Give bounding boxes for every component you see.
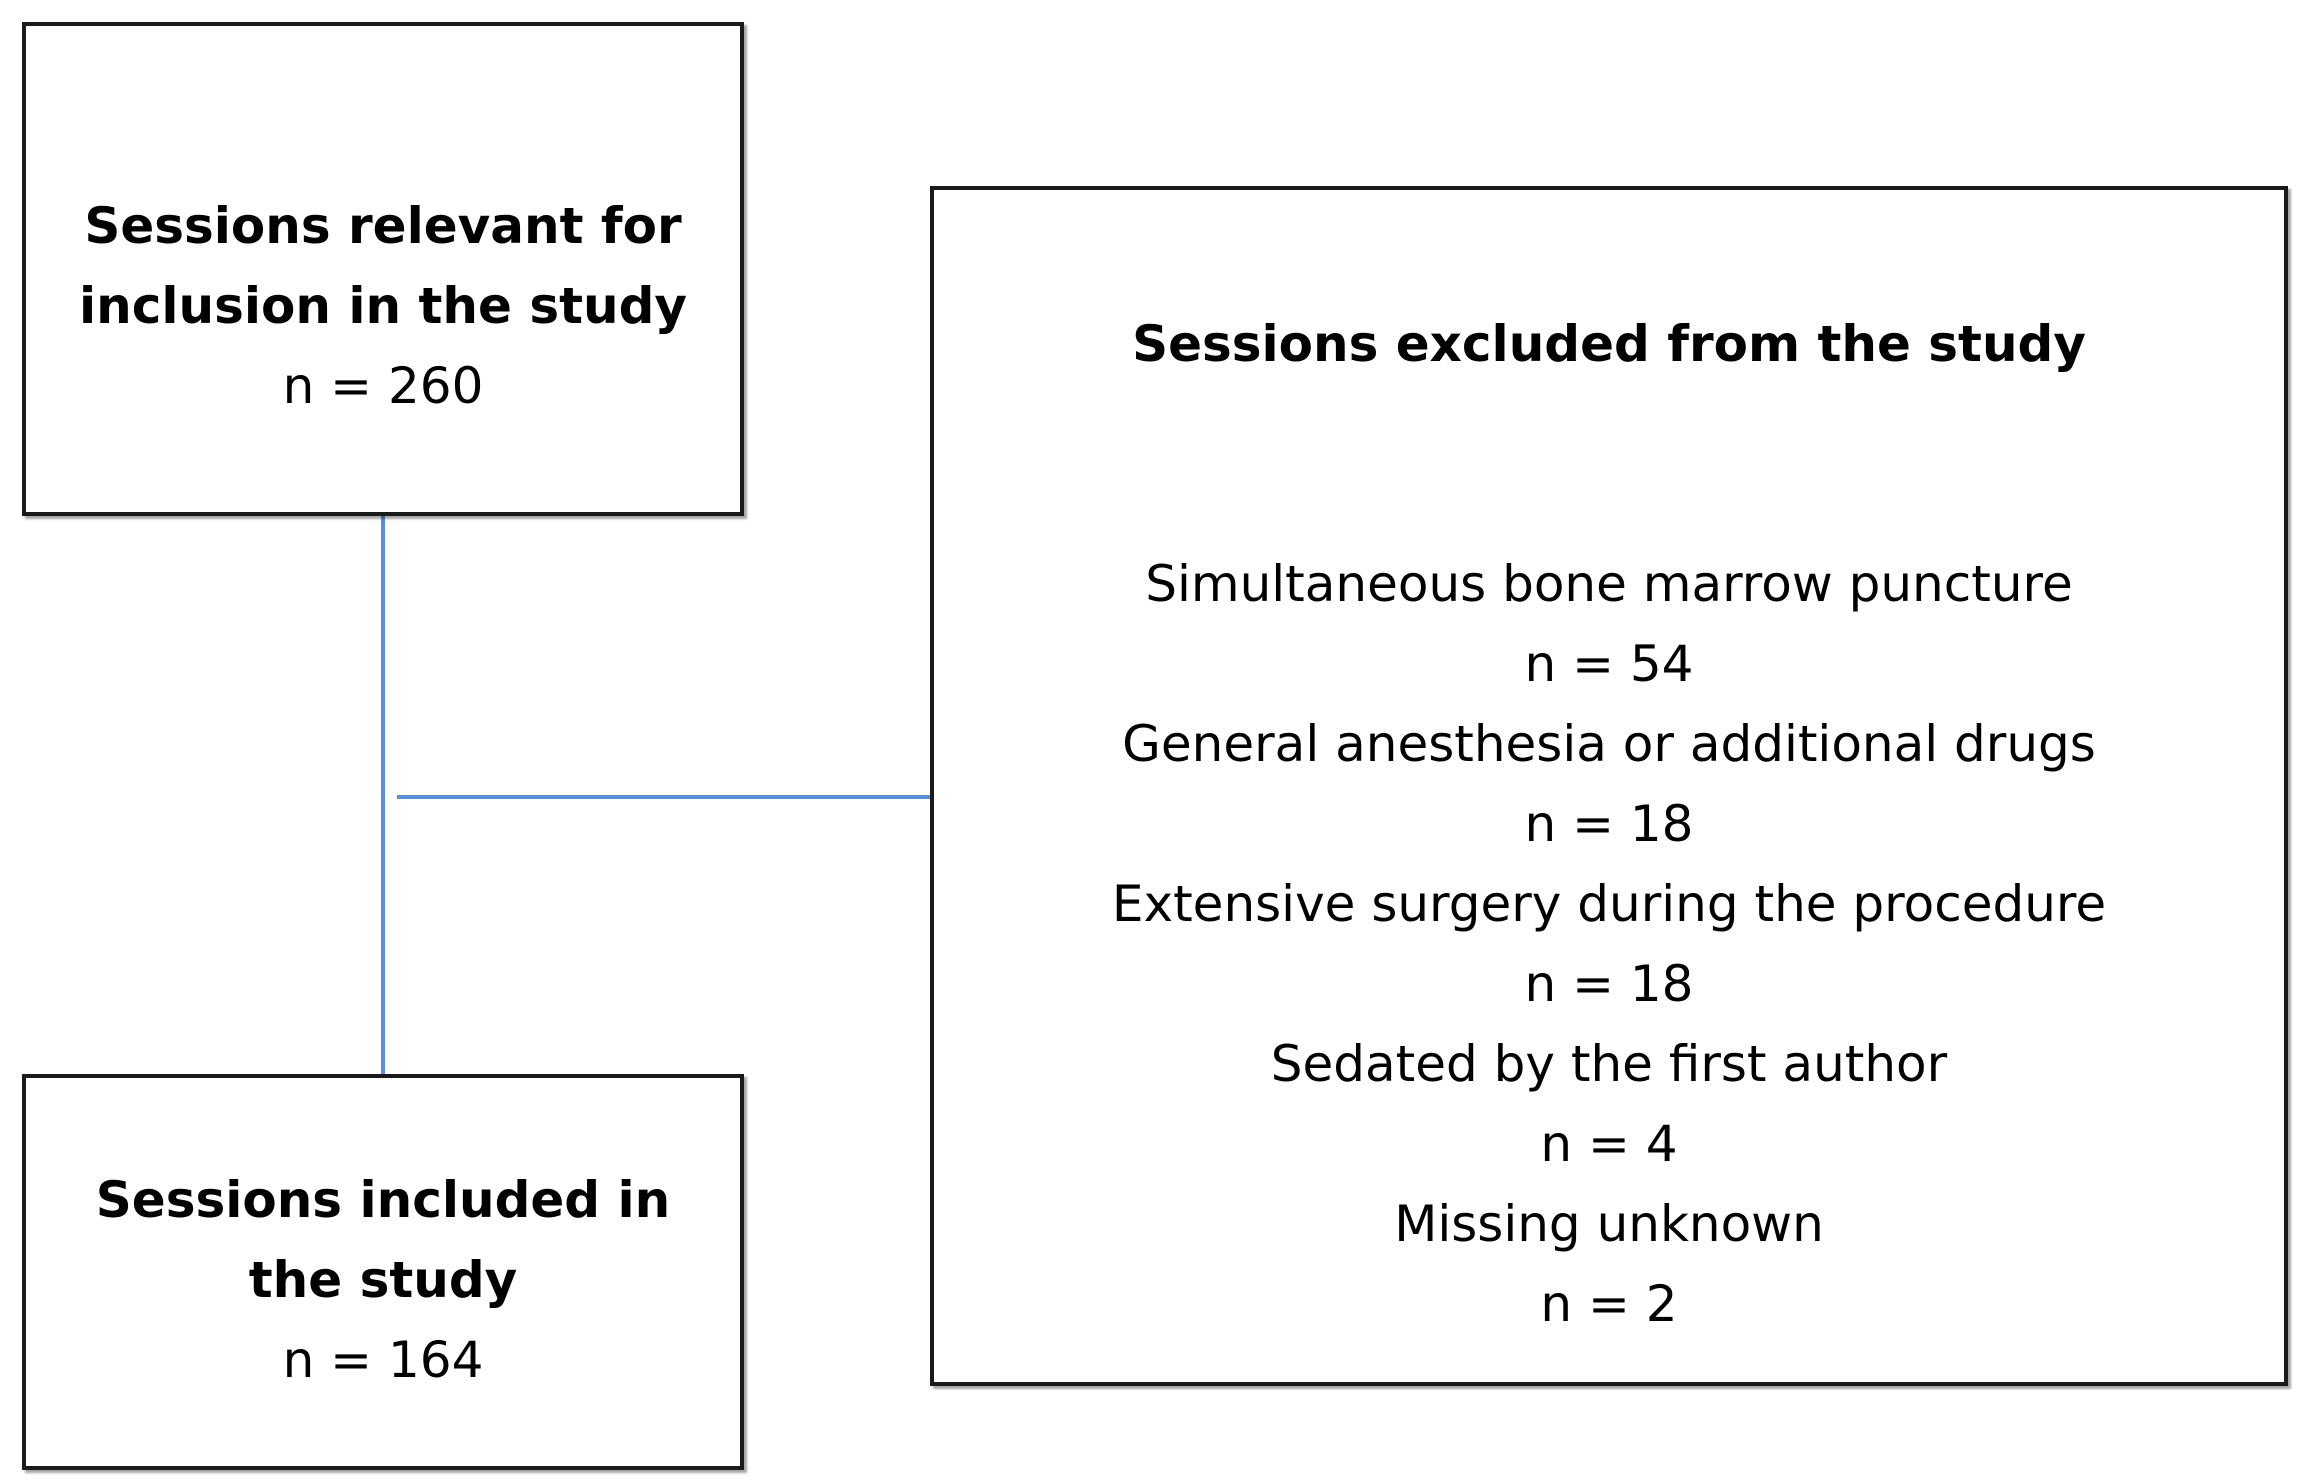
vertical-connector	[381, 514, 385, 1078]
exclusion-count: n = 54	[1524, 635, 1694, 693]
relevant-sessions-box	[22, 22, 744, 516]
exclusion-count: n = 2	[1540, 1275, 1678, 1333]
exclusion-reason: Extensive surgery during the procedure	[1111, 875, 2107, 933]
horizontal-connector	[397, 795, 933, 799]
exclusion-reason: Sedated by the first author	[1270, 1035, 1948, 1093]
excluded-sessions-title: Sessions excluded from the study	[1132, 315, 2086, 373]
relevant-sessions-title-line2: inclusion in the study	[79, 277, 687, 335]
exclusion-count: n = 18	[1524, 795, 1694, 853]
included-sessions-title-line2: the study	[248, 1251, 518, 1309]
exclusion-reasons-list	[934, 544, 2284, 1344]
excluded-sessions-box	[930, 186, 2288, 1386]
exclusion-count: n = 18	[1524, 955, 1694, 1013]
included-sessions-title-line1: Sessions included in	[95, 1171, 671, 1229]
included-sessions-box	[22, 1074, 744, 1470]
relevant-sessions-count: n = 260	[282, 357, 484, 415]
exclusion-reason: Simultaneous bone marrow puncture	[1145, 555, 2073, 613]
included-sessions-count: n = 164	[282, 1331, 484, 1389]
exclusion-reason: Missing unknown	[1394, 1195, 1824, 1253]
relevant-sessions-title-line1: Sessions relevant for	[84, 197, 682, 255]
exclusion-reason: General anesthesia or additional drugs	[1122, 715, 2096, 773]
exclusion-count: n = 4	[1540, 1115, 1678, 1173]
